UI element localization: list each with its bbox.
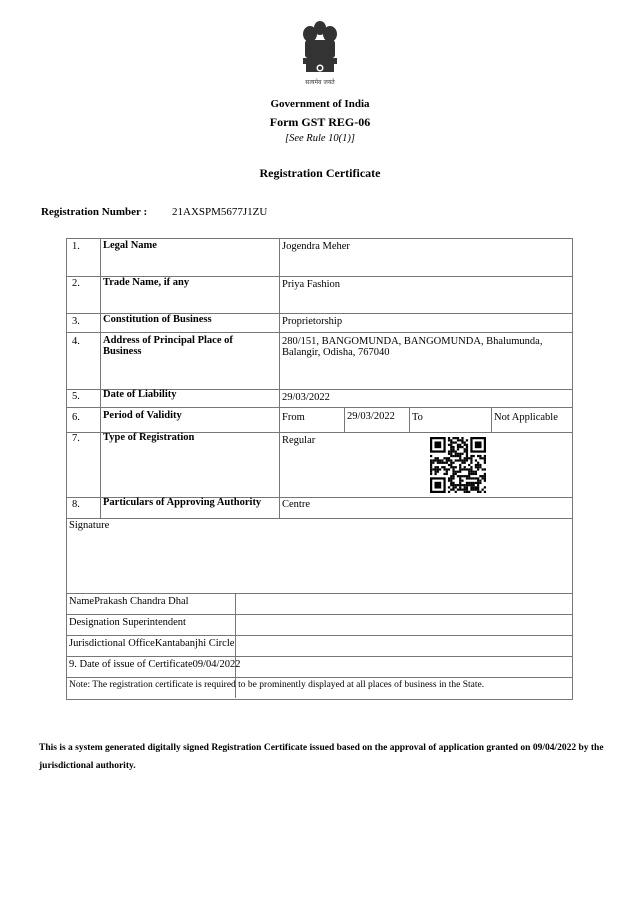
svg-text:सत्यमेव जयते: सत्यमेव जयते (305, 79, 335, 86)
officer-name: NamePrakash Chandra Dhal (69, 596, 189, 607)
qr-code (430, 437, 486, 493)
constitution-label: Constitution of Business (103, 314, 212, 325)
row-number: 2. (72, 278, 80, 289)
row-number: 3. (72, 316, 80, 327)
footer-statement: This is a system generated digitally signed Registration Certificate issued based on the approval of application granted on 09/04/2022 by the jurisdictional authority. (39, 743, 604, 771)
period-of-validity-label: Period of Validity (103, 410, 182, 421)
validity-to-value: Not Applicable (494, 412, 558, 423)
date-of-liability-label: Date of Liability (103, 389, 177, 400)
validity-from-value: 29/03/2022 (347, 411, 395, 422)
row-number: 1. (72, 241, 80, 252)
registration-number-label: Registration Number : (41, 206, 148, 218)
rule-reference: [See Rule 10(1)] (285, 133, 355, 144)
address-value: 280/151, BANGOMUNDA, BANGOMUNDA, Bhalumunda, Balangir, Odisha, 767040 (282, 336, 543, 358)
approving-authority-label: Particulars of Approving Authority (103, 497, 262, 508)
row-number: 6. (72, 412, 80, 423)
registration-type-value: Regular (282, 435, 316, 446)
government-title: Government of India (270, 98, 370, 110)
approving-authority-value: Centre (282, 499, 310, 510)
jurisdictional-office: Jurisdictional OfficeKantabanjhi Circle (69, 638, 235, 649)
validity-from-label: From (282, 412, 305, 423)
certificate-table (66, 238, 573, 700)
legal-name-value: Jogendra Meher (282, 241, 350, 252)
validity-to-label: To (412, 412, 423, 423)
row-number: 7. (72, 433, 80, 444)
signature-label: Signature (69, 520, 110, 531)
officer-designation: Designation Superintendent (69, 617, 186, 628)
trade-name-label: Trade Name, if any (103, 277, 190, 288)
registration-type-label: Type of Registration (103, 432, 195, 443)
certificate-title: Registration Certificate (259, 166, 381, 180)
trade-name-value: Priya Fashion (282, 279, 341, 290)
issue-date: 9. Date of issue of Certificate09/04/2022 (69, 659, 241, 670)
display-note: Note: The registration certificate is required to be prominently displayed at all places of business in the State. (69, 680, 485, 690)
legal-name-label: Legal Name (103, 240, 157, 251)
row-number: 5. (72, 391, 80, 402)
date-of-liability-value: 29/03/2022 (282, 392, 330, 403)
national-emblem (297, 18, 343, 88)
address-label: Address of Principal Place of Business (103, 335, 233, 357)
row-number: 8. (72, 499, 80, 510)
form-title: Form GST REG-06 (269, 115, 371, 129)
registration-number-value: 21AXSPM5677J1ZU (172, 206, 268, 218)
constitution-value: Proprietorship (282, 316, 343, 327)
row-number: 4. (72, 336, 80, 347)
